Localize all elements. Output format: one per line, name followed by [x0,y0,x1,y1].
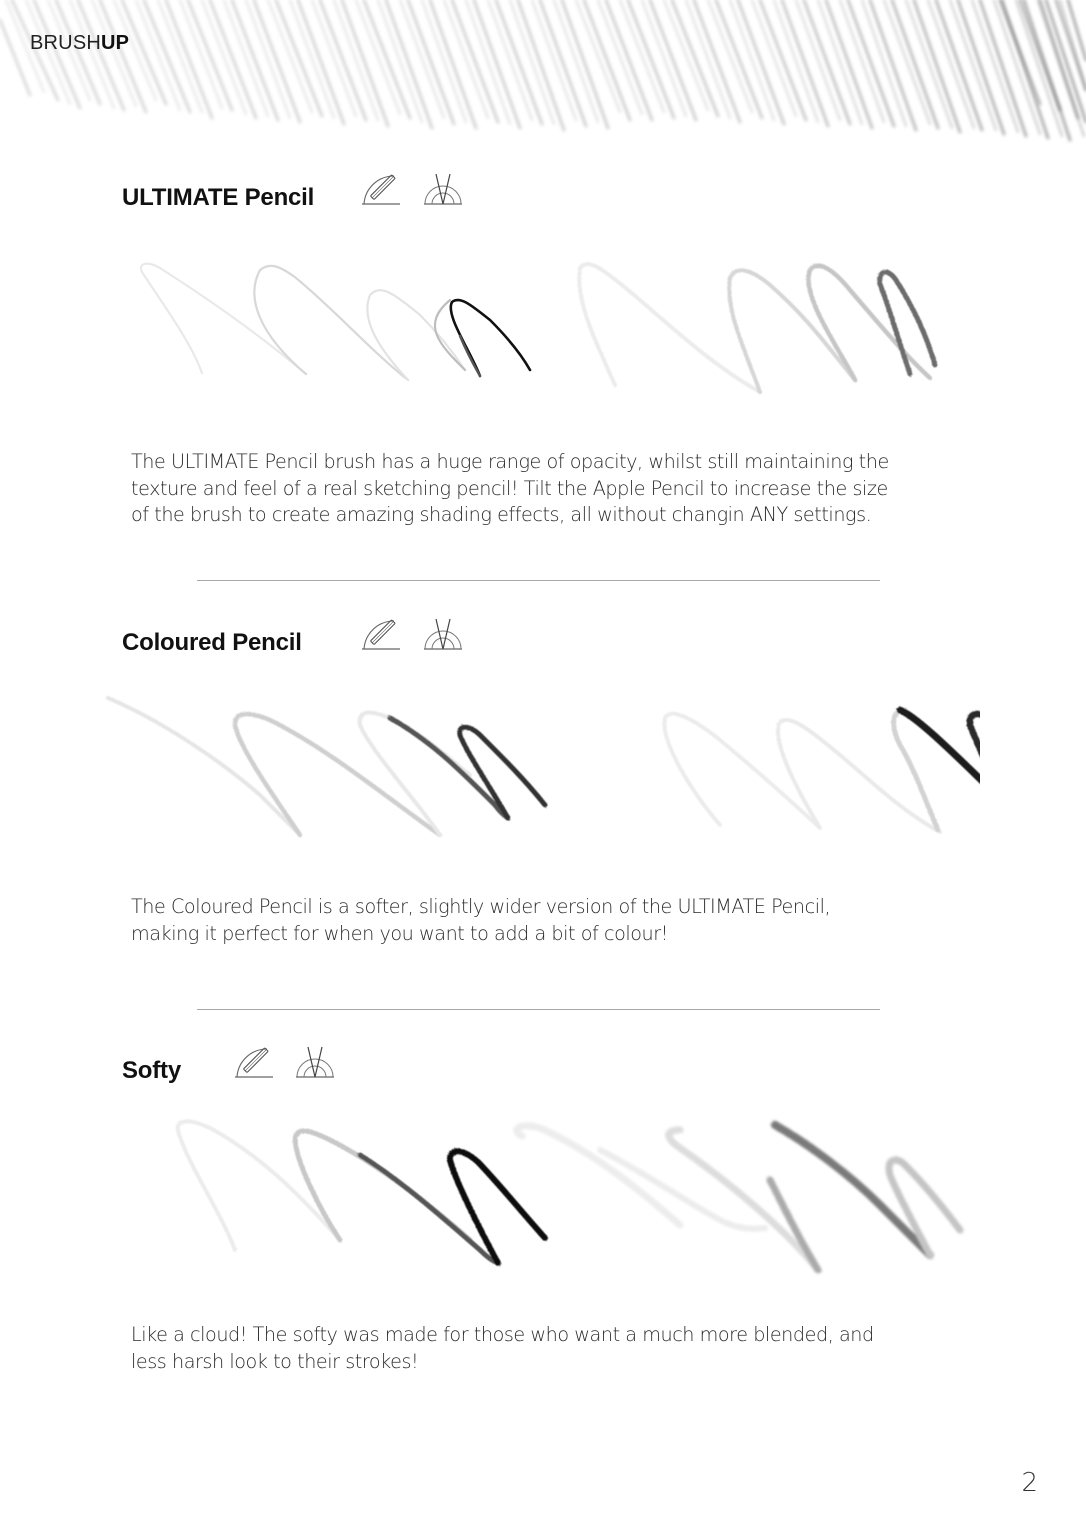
section-title-coloured-pencil: Coloured Pencil [122,629,302,656]
brand-logo [30,32,129,55]
tilt-angle-icon [360,172,402,206]
brand-logo-light: BRUSH [30,32,102,54]
pencil-hatching-header [0,0,1086,150]
tilt-angle-icon [360,617,402,651]
section-divider [197,580,880,581]
description-line: making it perfect for when you want to add a bit of colour! [131,921,668,945]
section-title-softy: Softy [122,1057,182,1084]
brand-logo-bold: UP [101,32,130,54]
pressure-angle-icon [422,617,464,651]
description-line: texture and feel of a real sketching pencil! Tilt the Apple Pencil to increase the size [131,476,888,500]
description-line: Like a cloud! The softy was made for those who want a much more blended, and [131,1323,874,1346]
stroke-sample-coloured-pencil [100,680,980,860]
pressure-angle-icon [294,1045,336,1079]
description-line: The ULTIMATE Pencil brush has a huge range of opacity, whilst still maintaining the [131,450,889,473]
section-divider [197,1009,880,1010]
section-description-ultimate-pencil [131,449,991,529]
page-number: 2 [1021,1468,1038,1498]
description-line: The Coloured Pencil is a softer, slightly wider version of the ULTIMATE Pencil, [131,895,831,918]
section-title-ultimate-pencil: ULTIMATE Pencil [122,184,315,211]
pressure-angle-icon [422,172,464,206]
description-line: less harsh look to their strokes! [131,1349,419,1373]
stroke-sample-ultimate-pencil [120,240,980,410]
tilt-angle-icon [233,1045,275,1079]
description-line: of the brush to create amazing shading effects, all without changin ANY settings. [131,503,872,526]
stroke-sample-softy [160,1100,980,1300]
section-description-coloured-pencil [131,894,991,947]
section-description-softy [131,1322,991,1375]
